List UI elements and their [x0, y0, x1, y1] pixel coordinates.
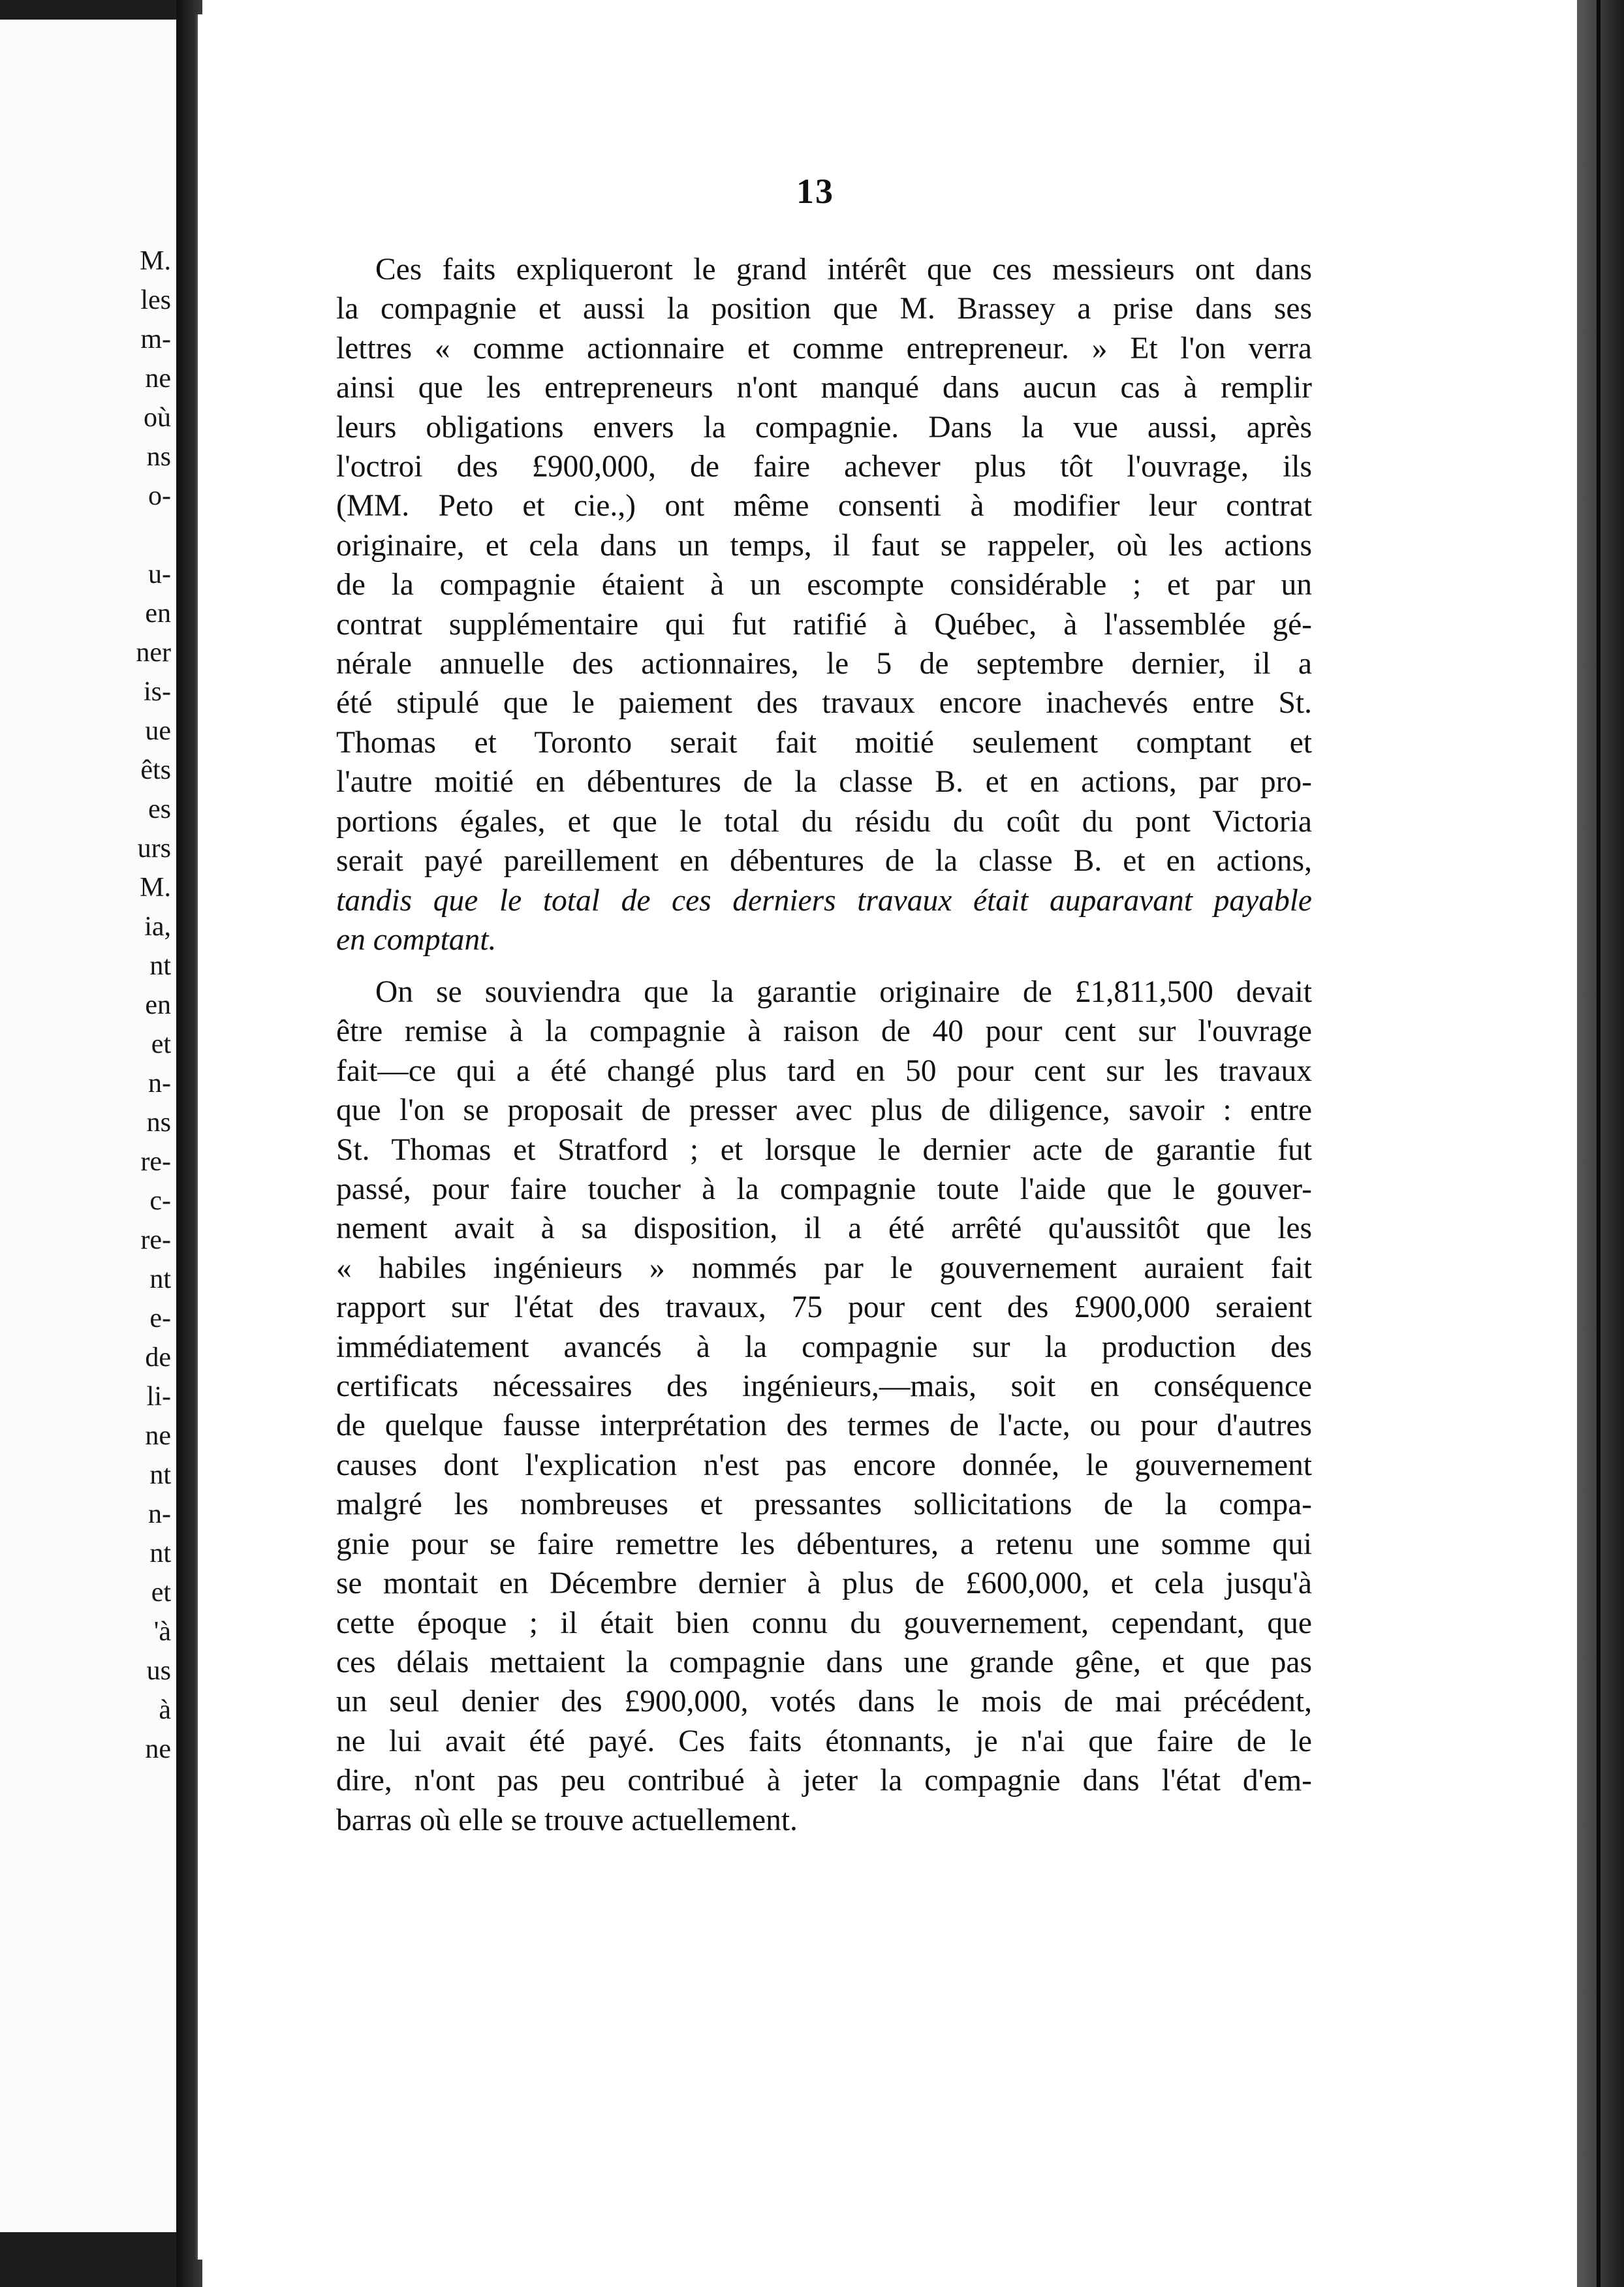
text-line: un seul denier des £900,000, votés dans le mois de mai précédent, [336, 1685, 1312, 1719]
text-line: Ces faits expliqueront le grand intérêt que ces messieurs ont dans [375, 253, 1312, 287]
left-page-margin [0, 20, 180, 2232]
text-line: ainsi que les entrepreneurs n'ont manqué dans aucun cas à remplir [336, 371, 1312, 405]
text-line: être remise à la compagnie à raison de 40 pour cent sur l'ouvrage [336, 1014, 1312, 1049]
left-page-fragment: re- [140, 1225, 171, 1255]
left-page-fragment: nt [149, 1538, 171, 1568]
text-line: rapport sur l'état des travaux, 75 pour cent des £900,000 seraient [336, 1290, 1312, 1325]
paragraph-1 [336, 250, 1312, 959]
left-page-fragment: us [146, 1656, 171, 1686]
page-number: 13 [796, 172, 834, 211]
left-page-fragment: M. [140, 873, 171, 903]
left-page-fragment: les [140, 285, 171, 315]
right-edge-stripe [1597, 0, 1601, 2287]
left-page-fragment: m- [140, 324, 171, 354]
text-line: gnie pour se faire remettre les débentures, a retenu une somme qui [336, 1527, 1312, 1561]
left-page-fragment: is- [144, 677, 171, 707]
left-page-fragment [119, 516, 171, 555]
text-line: de quelque fausse interprétation des termes de l'acte, ou pour d'autres [336, 1408, 1312, 1443]
left-page-fragments [119, 241, 171, 1769]
left-page-fragment: u- [148, 559, 171, 589]
paragraph-2 [336, 972, 1312, 1840]
left-page-fragment: à [159, 1695, 171, 1725]
left-page-fragment: M. [140, 246, 171, 276]
left-page-fragment: ne [145, 364, 171, 394]
left-page-fragment: en [145, 599, 171, 629]
left-page-fragment: ne [145, 1734, 171, 1764]
text-line: dire, n'ont pas peu contribué à jeter la compagnie dans l'état d'em- [336, 1764, 1312, 1798]
left-page-fragment: nt [149, 1264, 171, 1294]
text-line: été stipulé que le paiement des travaux encore inachevés entre St. [336, 686, 1312, 721]
left-page-fragment: de [145, 1343, 171, 1373]
text-line: St. Thomas et Stratford ; et lorsque le dernier acte de garantie fut [336, 1132, 1312, 1167]
text-line: passé, pour faire toucher à la compagnie toute l'aide que le gouver- [336, 1172, 1312, 1207]
left-page-fragment: ue [145, 716, 171, 746]
left-page-fragment: où [144, 403, 171, 433]
text-line: (MM. Peto et cie.,) ont même consenti à modifier leur contrat [336, 489, 1312, 523]
left-page-fragment: ns [146, 1108, 171, 1138]
left-page-fragment: nt [149, 1460, 171, 1490]
left-page-fragment: urs [137, 833, 171, 863]
left-page-fragment: es [148, 794, 171, 824]
text-line: ne lui avait été payé. Ces faits étonnants, je n'ai que faire de le [336, 1724, 1312, 1758]
text-line: que l'on se proposait de presser avec plus de diligence, savoir : entre [336, 1093, 1312, 1128]
text-line: l'autre moitié en débentures de la classe B. et en actions, par pro- [336, 765, 1312, 800]
text-line: Thomas et Toronto serait fait moitié seulement comptant et [336, 725, 1312, 760]
text-line: l'octroi des £900,000, de faire achever plus tôt l'ouvrage, ils [336, 450, 1312, 484]
text-line: ces délais mettaient la compagnie dans une grande gêne, et que pas [336, 1645, 1312, 1679]
left-page-fragment: c- [149, 1186, 171, 1216]
text-line: la compagnie et aussi la position que M. Brassey a prise dans ses [336, 292, 1312, 326]
text-line: malgré les nombreuses et pressantes sollicitations de la compa- [336, 1487, 1312, 1522]
text-line: immédiatement avancés à la compagnie sur la production des [336, 1330, 1312, 1364]
text-line: de la compagnie étaient à un escompte considérable ; et par un [336, 568, 1312, 602]
left-page-fragment: ns [146, 442, 171, 472]
italic-text-line: en comptant. [336, 922, 497, 957]
left-page-fragment: êts [140, 755, 171, 785]
left-page-fragment: li- [146, 1382, 171, 1412]
left-page-fragment: e- [149, 1303, 171, 1333]
left-page-fragment: en [145, 990, 171, 1020]
text-line: contrat supplémentaire qui fut ratifié à Québec, à l'assemblée gé- [336, 607, 1312, 642]
left-page-fragment: et [151, 1578, 171, 1608]
left-page-fragment: et [151, 1029, 171, 1059]
left-page-fragment: n- [148, 1499, 171, 1529]
text-line: nement avait à sa disposition, il a été arrêté qu'aussitôt que les [336, 1211, 1312, 1246]
left-page-fragment: ner [136, 638, 171, 668]
right-page-edge [1577, 0, 1624, 2287]
text-line: originaire, et cela dans un temps, il faut se rappeler, où les actions [336, 528, 1312, 563]
text-line: fait—ce qui a été changé plus tard en 50 pour cent sur les travaux [336, 1053, 1312, 1088]
italic-text-line: tandis que le total de ces derniers travaux était auparavant payable [336, 883, 1312, 918]
left-page-fragment: ia, [144, 912, 171, 942]
text-line: lettres « comme actionnaire et comme entrepreneur. » Et l'on verra [336, 331, 1312, 366]
left-page-fragment: ne [145, 1421, 171, 1451]
left-page-fragment: nt [149, 951, 171, 981]
text-line: nérale annuelle des actionnaires, le 5 de septembre dernier, il a [336, 647, 1312, 681]
text-line: cette époque ; il était bien connu du gouvernement, cependant, que [336, 1606, 1312, 1640]
text-line: se montait en Décembre dernier à plus de £600,000, et cela jusqu'à [336, 1566, 1312, 1601]
text-line: « habiles ingénieurs » nommés par le gouvernement auraient fait [336, 1251, 1312, 1285]
text-line: causes dont l'explication n'est pas encore donnée, le gouvernement [336, 1448, 1312, 1482]
text-line: serait payé pareillement en débentures de la classe B. et en actions, [336, 844, 1312, 879]
text-line: portions égales, et que le total du résidu du coût du pont Victoria [336, 804, 1312, 839]
text-line: On se souviendra que la garantie originaire de £1,811,500 devait [375, 975, 1312, 1009]
left-page-fragment: re- [140, 1147, 171, 1177]
left-page-fragment: n- [148, 1068, 171, 1098]
left-page-fragment: 'à [153, 1617, 171, 1647]
text-line: barras où elle se trouve actuellement. [336, 1803, 798, 1837]
text-line: leurs obligations envers la compagnie. Dans la vue aussi, après [336, 410, 1312, 444]
text-line: certificats nécessaires des ingénieurs,—mais, soit en conséquence [336, 1369, 1312, 1404]
left-page-fragment: o- [148, 481, 171, 511]
